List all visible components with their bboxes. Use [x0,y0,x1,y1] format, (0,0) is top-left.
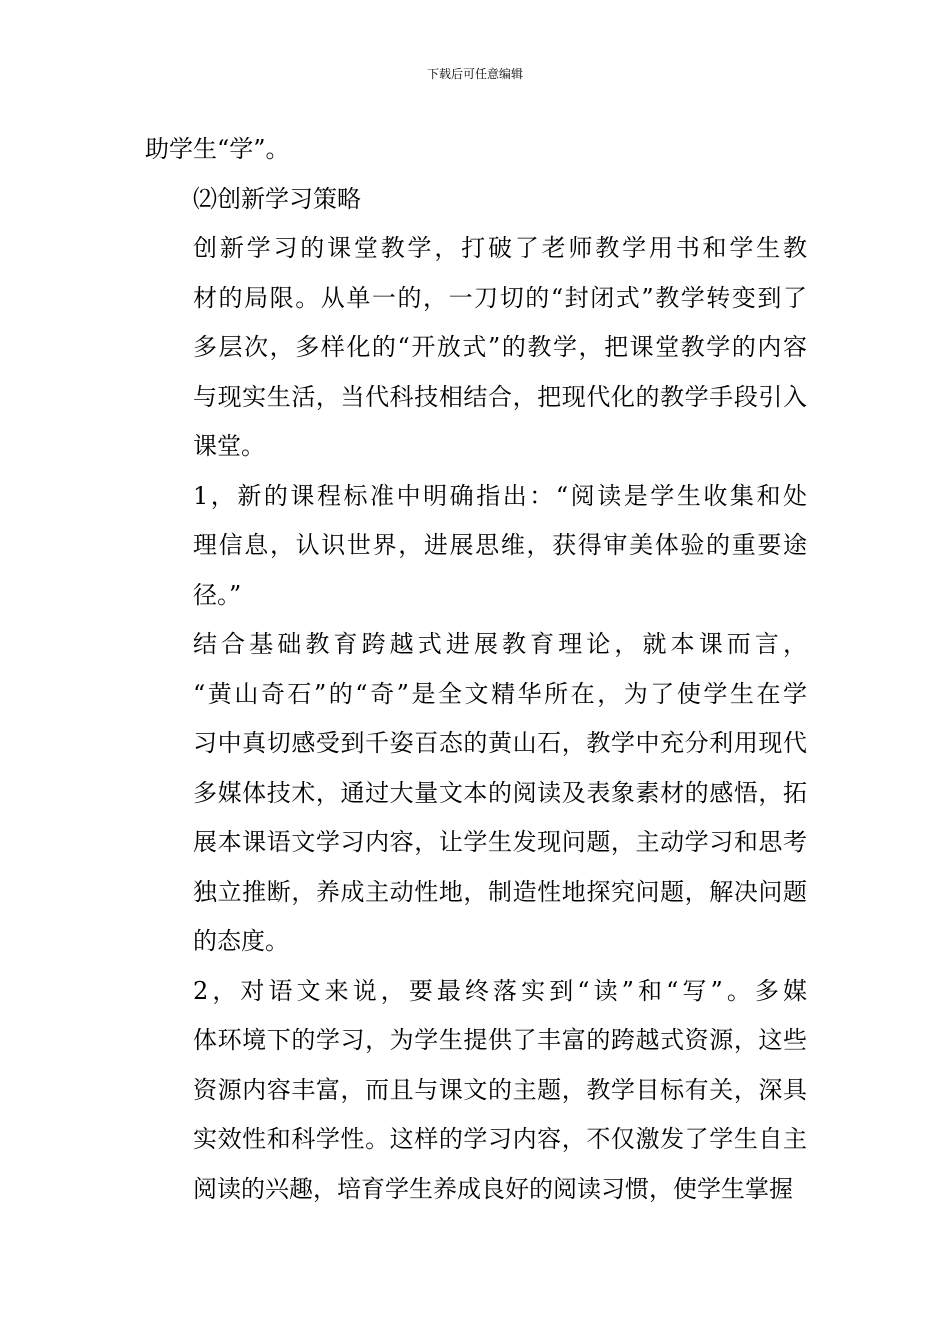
text-line: 与现实生活，当代科技相结合，把现代化的教学手段引入 [193,382,807,411]
text-line: 径。” [193,580,242,609]
paragraph [145,224,807,472]
text-line: “黄山奇石”的“奇”是全文精华所在，为了使学生在学 [193,679,807,708]
text-line: 助学生“学”。 [145,135,290,163]
text-line: 习中真切感受到千姿百态的黄山石，教学中充分利用现代 [193,729,807,757]
paragraph [145,620,807,967]
text-line: 独立推断，养成主动性地，制造性地探究问题，解决问题 [193,877,807,906]
text-line: 的态度。 [193,927,289,955]
text-line: 阅读的兴趣，培育学生养成良好的阅读习惯，使学生掌握 [193,1174,793,1203]
paragraph [145,125,807,175]
text-line: 资源内容丰富，而且与课文的主题，教学目标有关，深具 [193,1075,807,1104]
text-line: 体环境下的学习，为学生提供了丰富的跨越式资源，这些 [193,1026,807,1054]
text-line: 结合基础教育跨越式进展教育理论，就本课而言， [193,630,807,658]
text-line: 创新学习的课堂教学，打破了老师教学用书和学生教 [193,234,807,262]
text-line: 材的局限。从单一的，一刀切的“封闭式”教学转变到了 [193,283,807,312]
paragraph [145,967,807,1215]
text-line: 1，新的课程标准中明确指出：“阅读是学生收集和处 [193,481,807,510]
document-body [145,125,807,1214]
text-line: 2，对语文来说，要最终落实到“读”和“写”。多媒 [193,976,807,1005]
text-line: 展本课语文学习内容，让学生发现问题，主动学习和思考 [193,828,807,856]
text-line: 多媒体技术，通过大量文本的阅读及表象素材的感悟，拓 [193,778,807,807]
text-line: 多层次，多样化的“开放式”的教学，把课堂教学的内容 [193,333,807,361]
page-header: 下载后可任意编辑 [426,67,523,81]
paragraph [145,472,807,621]
text-line: ⑵创新学习策略 [193,184,361,213]
text-line: 理信息，认识世界，进展思维，获得审美体验的重要途 [193,531,807,559]
text-line: 课堂。 [193,432,265,460]
text-line: 实效性和科学性。这样的学习内容，不仅激发了学生自主 [193,1125,807,1153]
paragraph [145,175,807,225]
